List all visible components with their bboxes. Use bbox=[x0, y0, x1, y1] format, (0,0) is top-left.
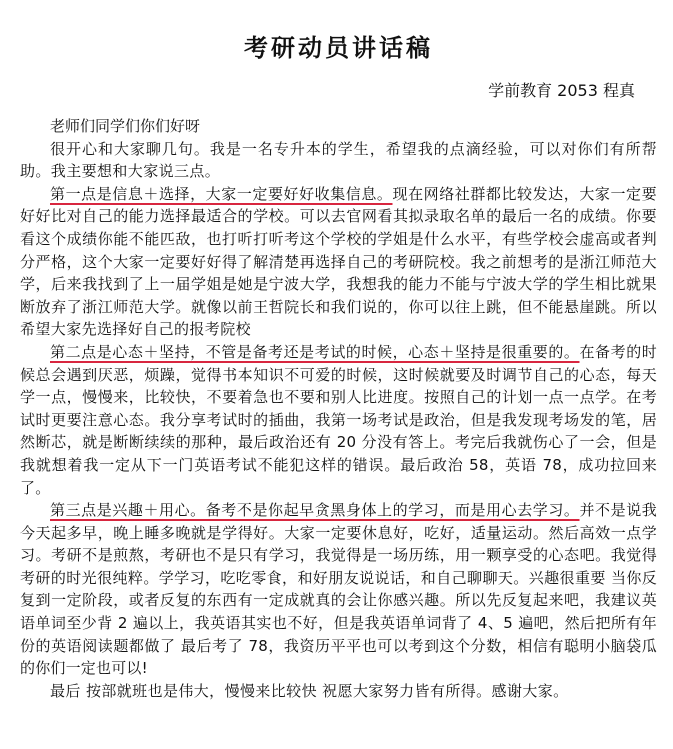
point1-body: 现在网络社群都比较发达，大家一定要好好比对自己的能力选择最适合的学校。可以去官网看其拟录取名单的最后一名的成绩。你要看这个成绩你能不能匹敌，也打听打听考这个学校的学姐是什么水平，有些学校会虚高或者判分严格，这个大家一定要好好得了解清楚再选择自己的考研院校。我之前想考的是浙江师范大学，后来我找到了上一届学姐是她是宁波大学，我想我的能力不能与宁波大学的学生相比就果断放弃了浙江师范大学。就像以前王哲院长和我们说的，你可以往上跳，但不能悬崖跳。所以希望大家先选择好自己的报考院校 bbox=[20, 184, 657, 339]
speech-body bbox=[20, 115, 657, 702]
point1-paragraph bbox=[20, 183, 657, 341]
point3-paragraph bbox=[20, 499, 657, 680]
document-title: 考研动员讲话稿 bbox=[244, 34, 433, 62]
point2-body: 在备考的时候总会遇到厌恶，烦躁，觉得书本知识不可爱的时候，这时候就要及时调节自己的心态，每天学一点，慢慢来，比较快，不要着急也不要和别人比进度。按照自己的计划一点一点学。在考试时更要注意心态。我分享考试时的插曲，我第一场考试是政治，但是我发现考场发的笔，居然断芯，就是断断续续的那种，最后政治还有 20 分没有答上。考完后我就伤心了一会，但是我就想着我一定从下一门英语考试不能犯这样的错误。最后政治 58，英语 78，成功拉回来了。 bbox=[20, 342, 657, 497]
point3-highlight: 第三点是兴趣＋用心。备考不是你起早贪黑身体上的学习，而是用心去学习。 bbox=[50, 501, 580, 520]
closing-paragraph: 最后 按部就班也是伟大，慢慢来比较快 祝愿大家努力皆有所得。感谢大家。 bbox=[50, 681, 569, 700]
point1-highlight: 第一点是信息＋选择，大家一定要好好收集信息。 bbox=[50, 184, 393, 203]
point2-highlight: 第二点是心态＋坚持，不管是备考还是考试的时候，心态＋坚持是很重要的。 bbox=[50, 342, 580, 361]
point2-paragraph bbox=[20, 341, 657, 499]
intro-paragraph: 很开心和大家聊几句。我是一名专升本的学生，希望我的点滴经验，可以对你们有所帮助。我主要想和大家说三点。 bbox=[20, 139, 657, 181]
point3-body: 并不是说我今天起多早，晚上睡多晚就是学得好。大家一定要休息好，吃好，适量运动。然后高效一点学习。考研不是煎熬，考研也不是只有学习，我觉得是一场历练，用一颗享受的心态吧。我觉得考研的时光很纯粹。学学习，吃吃零食，和好朋友说说话，和自己聊聊天。兴趣很重要 当你反复到一定阶段，或者反复的东西有一定成就真的会让你感兴趣。所以先反复起来吧，我建议英语单词至少背 2 遍以上，我英语其实也不好，但是我英语单词背了 4、5 遍吧，然后把所有年份的英语阅读题都做了 最后考了 78，我资历平平也可以考到这个分数，相信有聪明小脑袋瓜的你们一定也可以! bbox=[20, 501, 657, 678]
greeting-paragraph: 老师们同学们你们好呀 bbox=[50, 117, 201, 135]
author-line: 学前教育 2053 程真 bbox=[488, 81, 635, 100]
